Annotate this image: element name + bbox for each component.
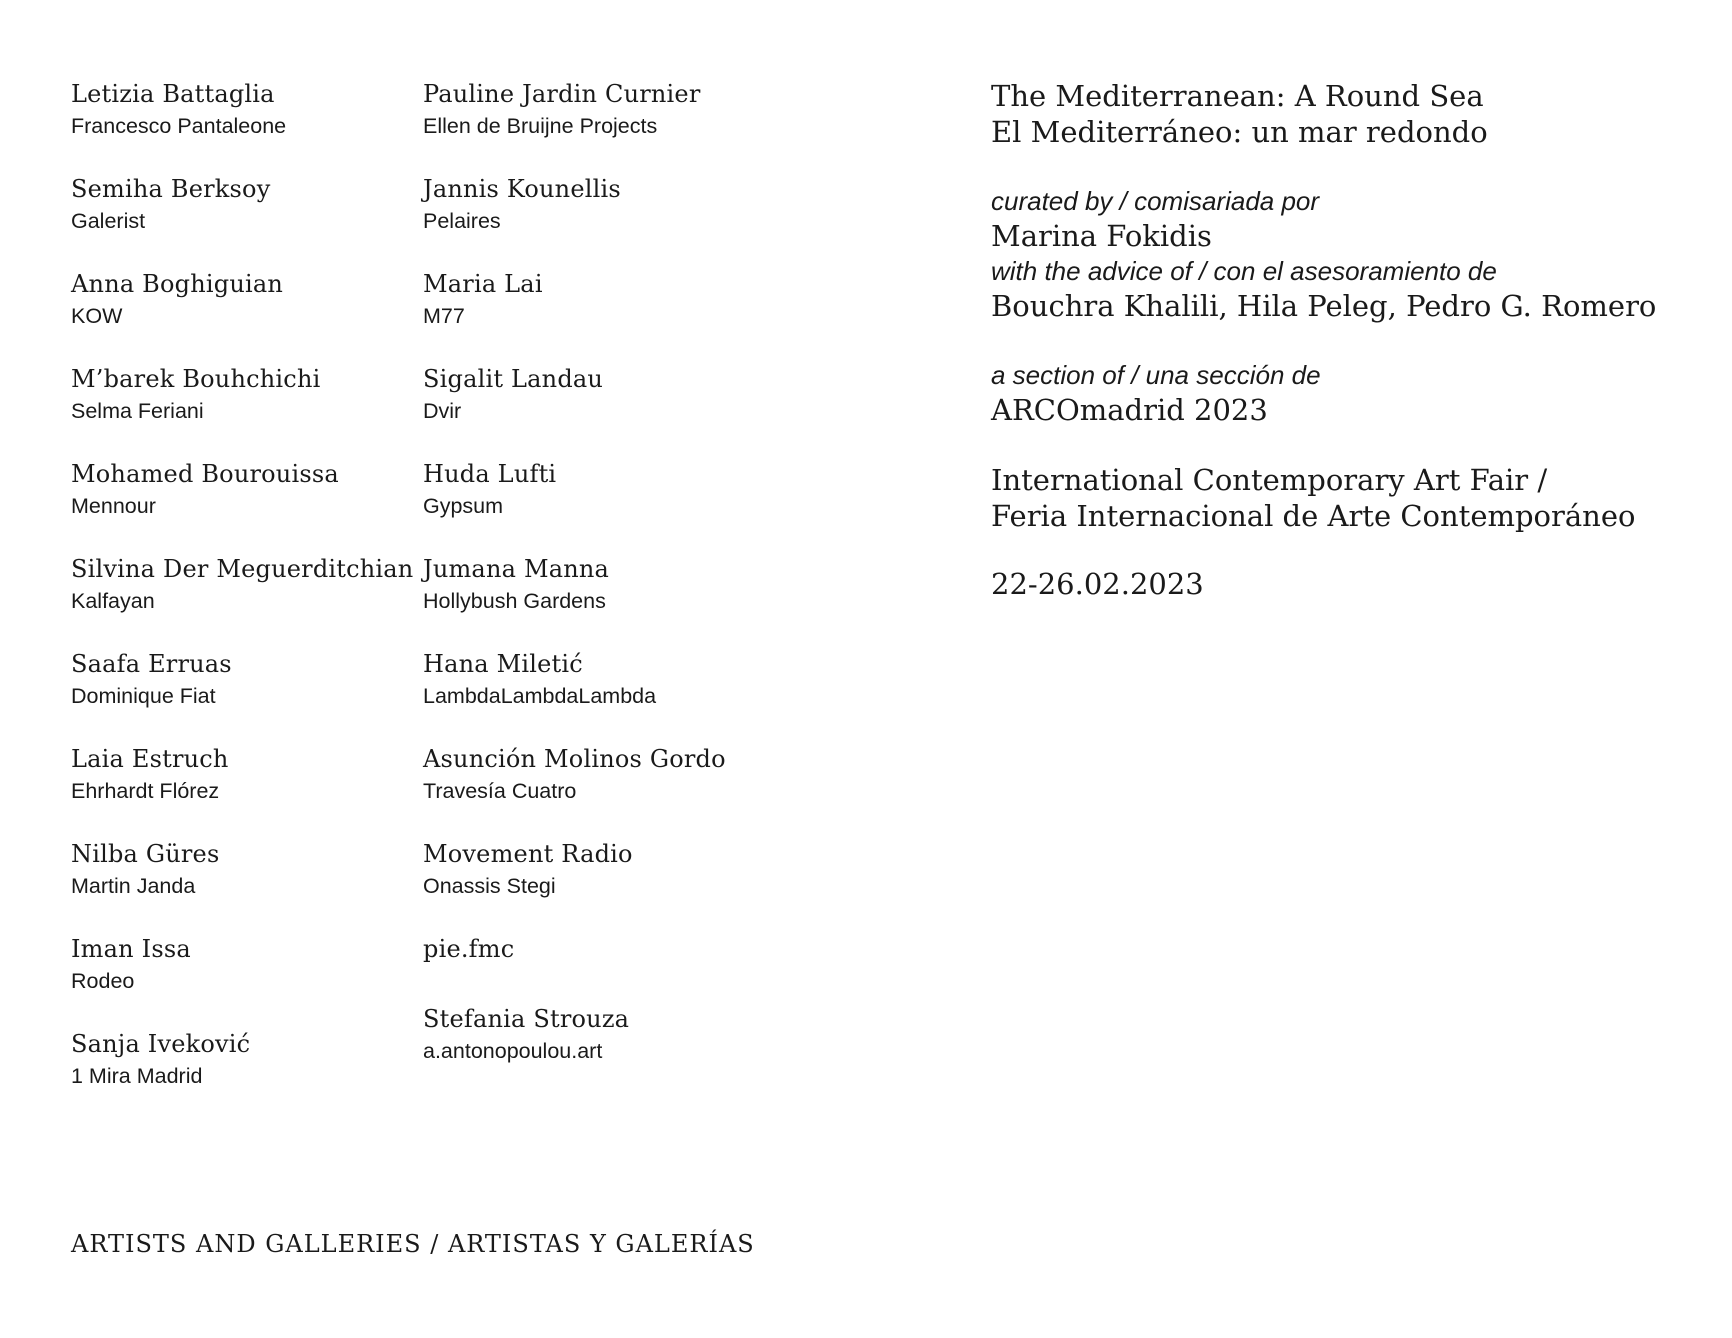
artist-name: Huda Lufti <box>423 460 557 488</box>
gallery-name: Francesco Pantaleone <box>71 114 287 138</box>
exhibition-title <box>991 78 1691 150</box>
list-item <box>71 363 411 458</box>
fair-desc-es: Feria Internacional de Arte Contemporáneo <box>991 499 1636 533</box>
artist-name: Iman Issa <box>71 935 191 963</box>
artist-name: Jannis Kounellis <box>423 175 621 203</box>
list-item <box>423 933 803 1003</box>
title-es: El Mediterráneo: un mar redondo <box>991 115 1488 149</box>
artist-list-left <box>71 78 414 1123</box>
gallery-name: Travesía Cuatro <box>423 779 577 803</box>
curator-name: Marina Fokidis <box>991 219 1212 253</box>
gallery-name: Ellen de Bruijne Projects <box>423 114 658 138</box>
artist-name: Laia Estruch <box>71 745 229 773</box>
list-item <box>71 1028 411 1123</box>
fair-desc-en: International Contemporary Art Fair / <box>991 463 1548 497</box>
gallery-name: Pelaires <box>423 209 501 233</box>
title-en: The Mediterranean: A Round Sea <box>991 79 1484 113</box>
gallery-name: Kalfayan <box>71 589 155 613</box>
list-item <box>423 648 803 743</box>
exhibition-info <box>991 78 1691 602</box>
artist-name: Anna Boghiguian <box>71 270 284 298</box>
list-item <box>71 173 411 268</box>
gallery-name: Rodeo <box>71 969 135 993</box>
section-label: a section of / una sección de <box>991 360 1321 390</box>
gallery-name: Ehrhardt Flórez <box>71 779 220 803</box>
artist-list-middle <box>423 78 803 1098</box>
gallery-name: Galerist <box>71 209 146 233</box>
gallery-name: Dvir <box>423 399 462 423</box>
artist-name: Maria Lai <box>423 270 543 298</box>
artist-name: Silvina Der Meguerditchian <box>71 555 414 583</box>
gallery-name: Gypsum <box>423 494 504 518</box>
list-item <box>423 78 803 173</box>
list-item <box>71 743 411 838</box>
gallery-name: Selma Feriani <box>71 399 204 423</box>
gallery-name: 1 Mira Madrid <box>71 1064 203 1088</box>
list-item <box>71 838 411 933</box>
artist-name: Letizia Battaglia <box>71 80 275 108</box>
list-item <box>423 1003 803 1098</box>
curated-by-label: curated by / comisariada por <box>991 186 1320 216</box>
advisors: Bouchra Khalili, Hila Peleg, Pedro G. Romero <box>991 289 1657 323</box>
artist-name: Nilba Güres <box>71 840 220 868</box>
list-item <box>71 78 411 173</box>
artist-name: Semiha Berksoy <box>71 175 271 203</box>
list-item <box>423 363 803 458</box>
list-item <box>423 458 803 553</box>
gallery-name: Dominique Fiat <box>71 684 216 708</box>
artist-name: Jumana Manna <box>423 555 610 583</box>
list-item <box>71 648 411 743</box>
gallery-name: KOW <box>71 304 123 328</box>
gallery-name: Martin Janda <box>71 874 196 898</box>
artist-name: Saafa Erruas <box>71 650 232 678</box>
gallery-name: M77 <box>423 304 465 328</box>
gallery-name: Onassis Stegi <box>423 874 556 898</box>
artist-name: Pauline Jardin Curnier <box>423 80 701 108</box>
artist-name: Sigalit Landau <box>423 365 604 393</box>
list-item <box>71 553 414 648</box>
list-item <box>423 838 803 933</box>
advice-label: with the advice of / con el asesoramiento de <box>991 256 1497 286</box>
gallery-name: Hollybush Gardens <box>423 589 606 613</box>
artist-name: M’barek Bouhchichi <box>71 365 321 393</box>
fair-description <box>991 462 1691 534</box>
list-item <box>71 268 411 363</box>
artist-name: Mohamed Bourouissa <box>71 460 339 488</box>
dates: 22-26.02.2023 <box>991 567 1204 601</box>
artist-name: Asunción Molinos Gordo <box>423 745 726 773</box>
section-block <box>991 358 1691 428</box>
list-item <box>423 743 803 838</box>
artist-name: pie.fmc <box>423 935 515 963</box>
artist-name: Hana Miletić <box>423 650 583 678</box>
artist-name: Sanja Iveković <box>71 1030 251 1058</box>
fair-name: ARCOmadrid 2023 <box>991 393 1268 427</box>
section-footer: ARTISTS AND GALLERIES / ARTISTAS Y GALERÍAS <box>71 1230 755 1258</box>
list-item <box>71 933 411 1028</box>
artist-name: Movement Radio <box>423 840 633 868</box>
list-item <box>423 268 803 363</box>
gallery-name: LambdaLambdaLambda <box>423 684 657 708</box>
list-item <box>423 553 803 648</box>
gallery-name: Mennour <box>71 494 156 518</box>
curator-block <box>991 184 1691 324</box>
list-item <box>423 173 803 268</box>
list-item <box>71 458 411 553</box>
artist-name: Stefania Strouza <box>423 1005 630 1033</box>
gallery-name: a.antonopoulou.art <box>423 1039 603 1063</box>
